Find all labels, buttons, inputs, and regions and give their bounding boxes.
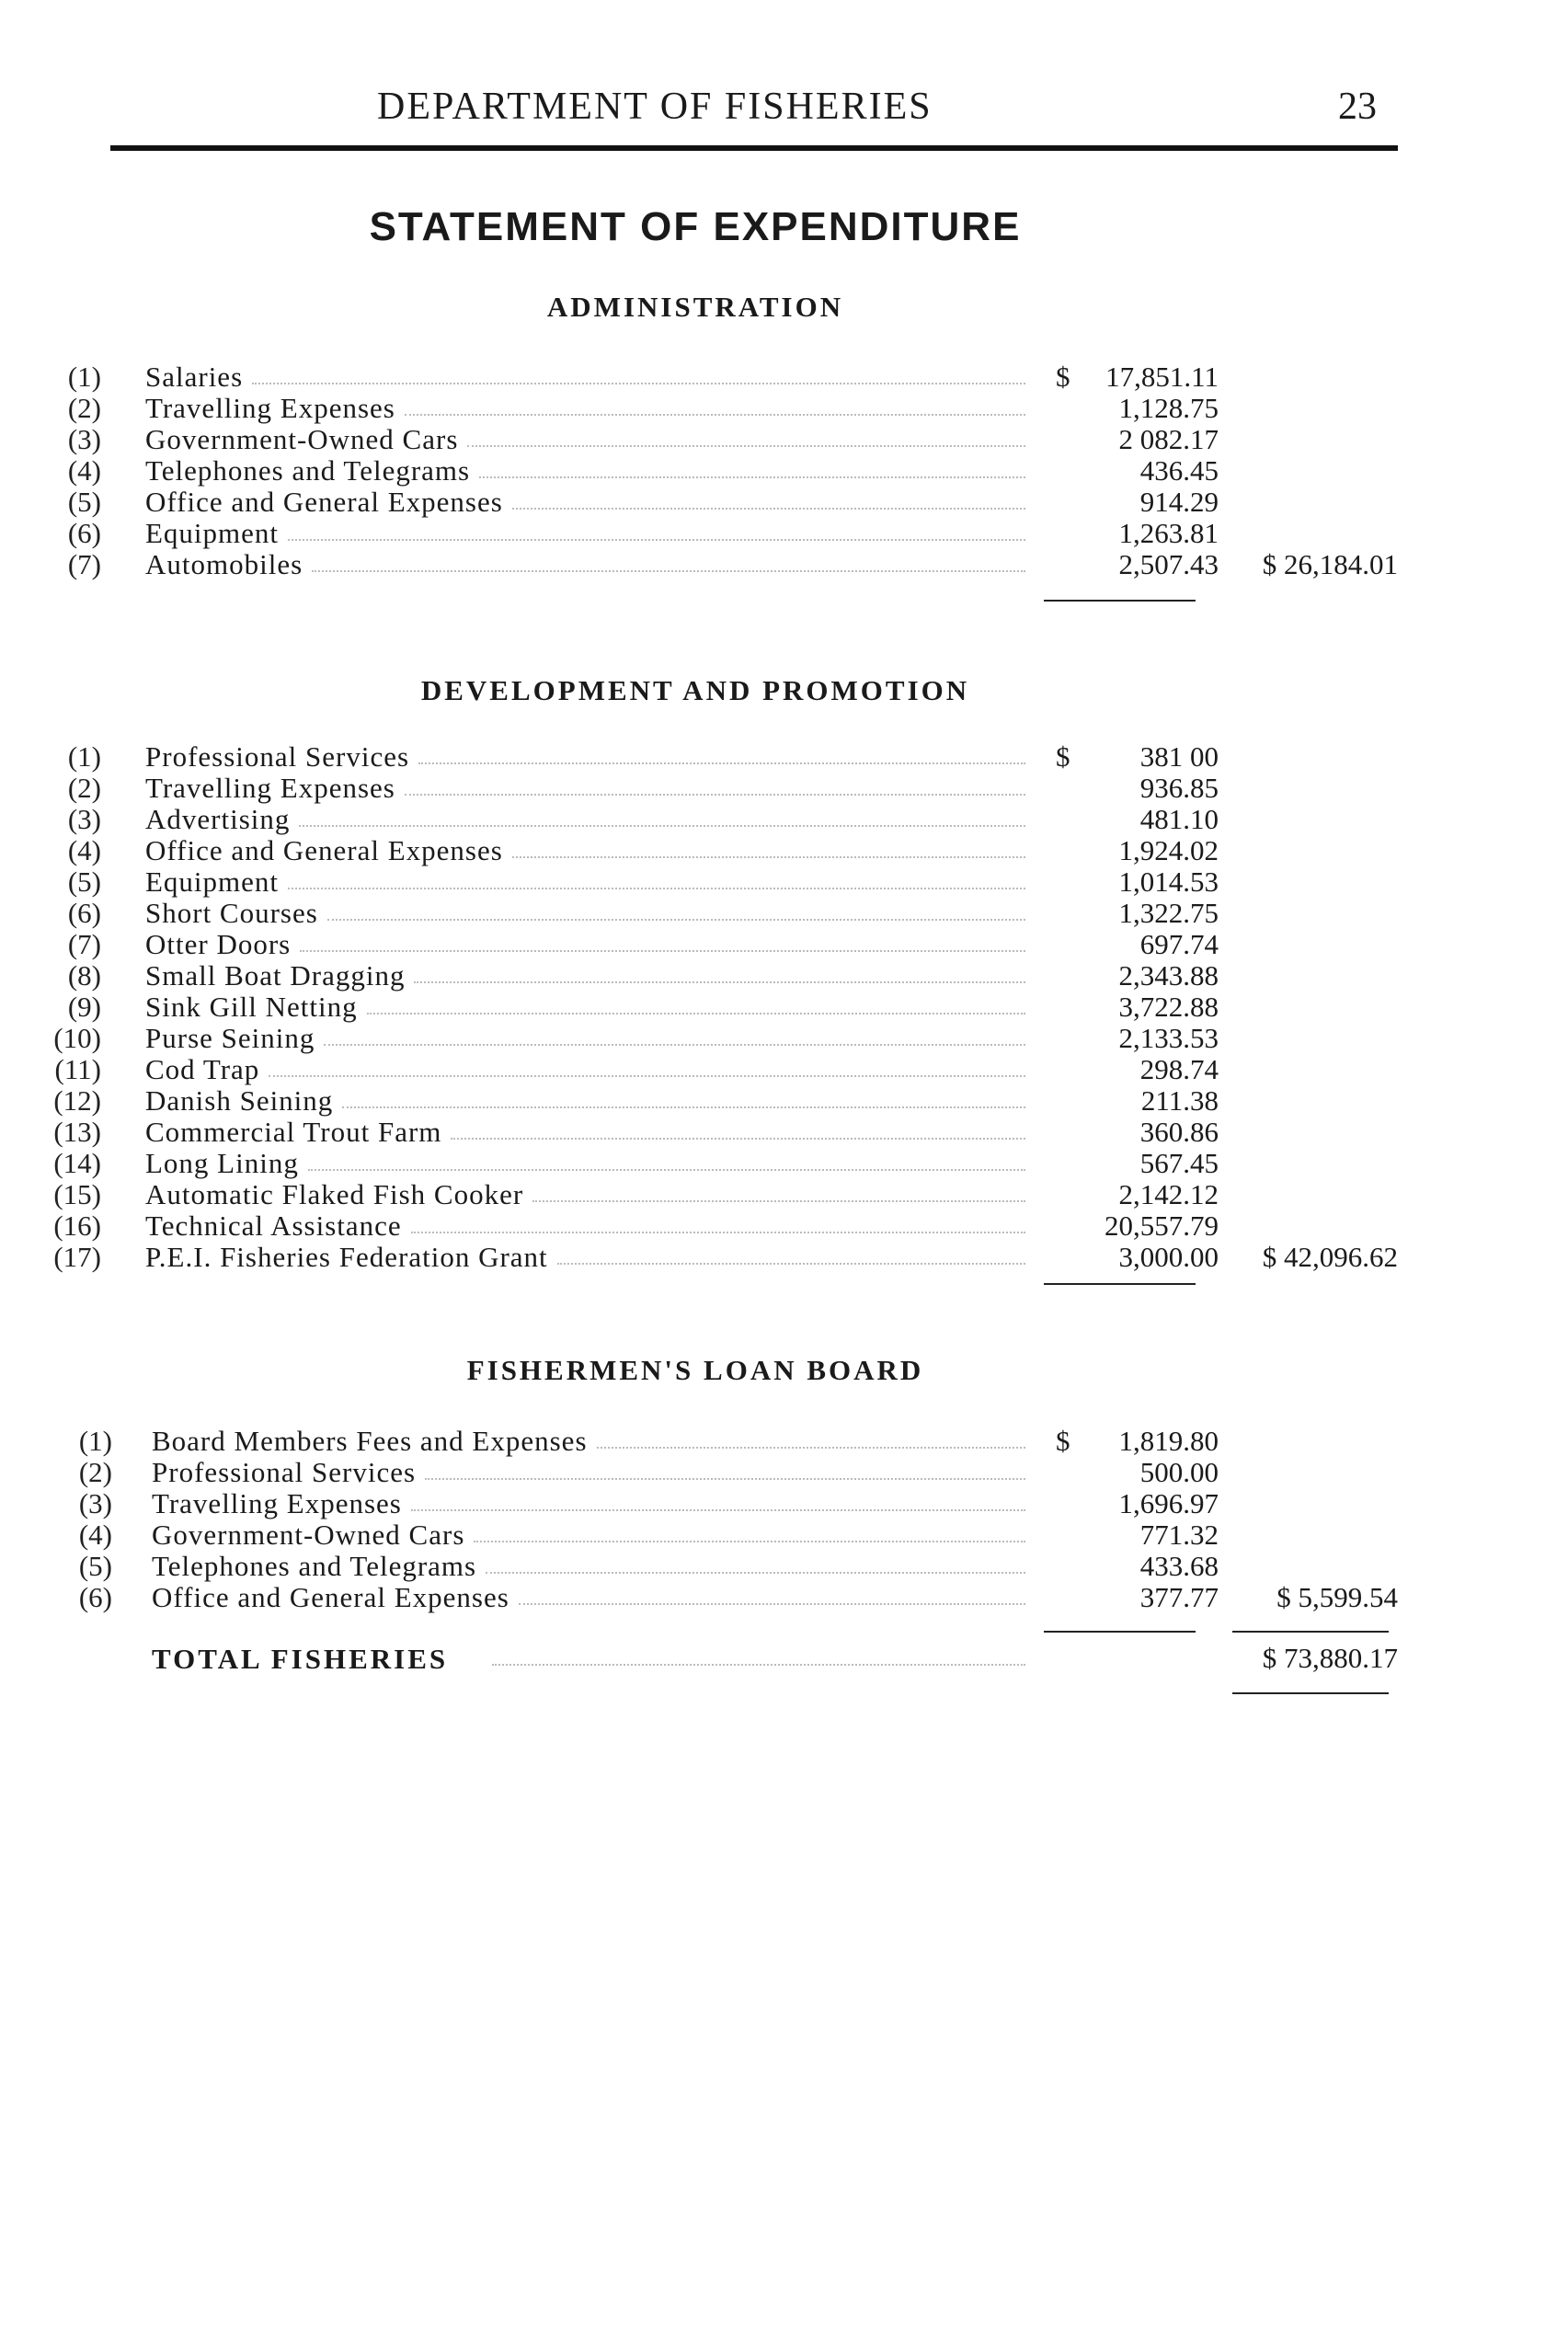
table-row [0,487,1568,518]
table-row [0,866,1568,898]
item-number: (3) [78,1487,112,1519]
leader-dots [557,1263,1025,1265]
item-number: (9) [67,991,101,1023]
item-label: Automobiles [145,548,303,580]
running-head: DEPARTMENT OF FISHERIES [377,86,933,128]
leader-dots [479,476,1025,478]
item-amount: 481.10 [1139,803,1219,835]
item-amount: 2,142.12 [1118,1178,1219,1210]
item-amount: 20,557.79 [1104,1209,1219,1242]
table-row [0,1488,1568,1519]
leader-dots [327,919,1025,921]
dollar-sign: $ [1056,740,1070,773]
item-amount: 1,263.81 [1118,517,1219,549]
item-label: Travelling Expenses [145,392,395,424]
item-label: Technical Assistance [145,1209,402,1242]
leader-dots [288,539,1025,541]
leader-dots [411,1232,1025,1233]
leader-dots [467,445,1025,447]
item-label: Long Lining [145,1147,299,1179]
leader-dots [269,1075,1025,1077]
table-row [0,1457,1568,1488]
item-amount: 211.38 [1140,1084,1219,1117]
item-label: Automatic Flaked Fish Cooker [145,1178,524,1210]
leader-dots [312,570,1025,572]
leader-dots [308,1169,1025,1171]
item-number: (14) [53,1147,101,1179]
item-label: Purse Seining [145,1022,315,1054]
table-row [0,1242,1568,1273]
item-number: (12) [53,1084,101,1117]
item-amount: 2,133.53 [1118,1022,1219,1054]
item-label: Otter Doors [145,928,292,960]
grand-total-rule [1232,1692,1389,1694]
item-number: (6) [78,1581,112,1613]
item-amount: 567.45 [1139,1147,1219,1179]
item-label: Equipment [145,865,280,898]
leader-dots [414,981,1025,983]
leader-dots [597,1447,1025,1449]
item-number: (1) [78,1425,112,1457]
item-label: Short Courses [145,897,318,929]
section-title-administration: ADMINISTRATION [546,291,844,323]
item-label: Sink Gill Netting [145,991,358,1023]
item-number: (10) [53,1022,101,1054]
page-header [0,85,1568,140]
leader-dots [512,508,1025,510]
section-total: $ 5,599.54 [1276,1581,1398,1613]
item-amount: 381 00 [1139,740,1219,773]
item-number: (5) [67,865,101,898]
table-row [0,1582,1568,1613]
item-number: (15) [53,1178,101,1210]
item-amount: 1,014.53 [1118,865,1219,898]
item-label: Cod Trap [145,1053,260,1085]
item-label: Travelling Expenses [152,1487,402,1519]
leader-dots [405,794,1025,796]
item-amount: 771.32 [1139,1519,1219,1551]
table-row [0,960,1568,992]
section-total: $ 26,184.01 [1262,548,1398,580]
dollar-sign: $ [1056,1425,1070,1457]
page-number: 23 [1338,86,1377,128]
table-row [0,455,1568,487]
table-row [0,835,1568,866]
item-label: Danish Seining [145,1084,334,1117]
leader-dots [342,1106,1025,1108]
leader-dots [288,888,1025,889]
leader-dots [425,1478,1025,1480]
leader-dots [252,383,1025,384]
item-label: Board Members Fees and Expenses [152,1425,588,1457]
leader-dots [532,1200,1025,1202]
item-amount: 914.29 [1139,486,1219,518]
item-label: Professional Services [152,1456,417,1488]
item-number: (1) [67,740,101,773]
item-number: (4) [67,834,101,866]
item-number: (3) [67,803,101,835]
header-rule [110,145,1398,151]
item-number: (7) [67,928,101,960]
item-label: Professional Services [145,740,410,773]
table-row [0,1023,1568,1054]
table-row [0,1551,1568,1582]
item-number: (13) [53,1116,101,1148]
table-row [0,773,1568,804]
leader-dots [486,1572,1025,1574]
item-label: Salaries [145,361,244,393]
table-row [0,929,1568,960]
item-label: Government-Owned Cars [145,423,459,455]
table-row [0,1426,1568,1457]
leader-dots [411,1509,1025,1511]
section-title-development: DEVELOPMENT AND PROMOTION [420,674,970,706]
leader-dots [492,1664,1025,1666]
item-label: Equipment [145,517,280,549]
item-amount: 377.77 [1139,1581,1219,1613]
leader-dots [451,1138,1025,1140]
section-total: $ 42,096.62 [1262,1241,1398,1273]
item-label: Office and General Expenses [145,834,503,866]
dev-subtotal-rule [1044,1283,1196,1285]
table-row [0,1054,1568,1085]
item-amount: 2 082.17 [1118,423,1219,455]
loan-total-rule [1232,1631,1389,1633]
table-row [0,424,1568,455]
item-number: (11) [54,1053,101,1085]
item-label: Advertising [145,803,291,835]
table-row [0,361,1568,393]
item-number: (4) [67,454,101,487]
item-label: Small Boat Dragging [145,959,406,992]
leader-dots [367,1013,1025,1015]
item-number: (6) [67,897,101,929]
item-number: (2) [67,392,101,424]
table-row [0,1519,1568,1551]
item-amount: 697.74 [1139,928,1219,960]
item-number: (5) [67,486,101,518]
item-number: (3) [67,423,101,455]
table-row [0,1085,1568,1117]
item-label: Telephones and Telegrams [152,1550,477,1582]
grand-total-label: TOTAL FISHERIES [152,1643,449,1675]
leader-dots [405,414,1025,416]
item-label: Office and General Expenses [145,486,503,518]
item-number: (17) [53,1241,101,1273]
item-label: P.E.I. Fisheries Federation Grant [145,1241,548,1273]
leader-dots [299,825,1025,827]
item-amount: 1,924.02 [1118,834,1219,866]
item-amount: 2,507.43 [1118,548,1219,580]
table-row [0,898,1568,929]
table-row [0,549,1568,580]
table-row [0,1117,1568,1148]
item-amount: 936.85 [1139,772,1219,804]
item-amount: 3,000.00 [1118,1241,1219,1273]
item-number: (1) [67,361,101,393]
item-label: Commercial Trout Farm [145,1116,442,1148]
leader-dots [418,762,1025,764]
table-row [0,1148,1568,1179]
item-amount: 1,322.75 [1118,897,1219,929]
grand-total-value: $ 73,880.17 [1262,1642,1398,1674]
item-amount: 298.74 [1139,1053,1219,1085]
table-row [0,804,1568,835]
item-amount: 436.45 [1139,454,1219,487]
item-label: Telephones and Telegrams [145,454,471,487]
loan-subtotal-rule [1044,1631,1196,1633]
table-row [0,741,1568,773]
leader-dots [474,1541,1025,1542]
grand-total-row [0,1643,1568,1674]
item-label: Office and General Expenses [152,1581,509,1613]
item-amount: 3,722.88 [1118,991,1219,1023]
leader-dots [324,1044,1025,1046]
item-number: (7) [67,548,101,580]
table-row [0,992,1568,1023]
item-amount: 1,696.97 [1118,1487,1219,1519]
statement-title: STATEMENT OF EXPENDITURE [369,204,1022,249]
item-amount: 360.86 [1139,1116,1219,1148]
item-number: (2) [78,1456,112,1488]
item-amount: 433.68 [1139,1550,1219,1582]
item-number: (8) [67,959,101,992]
item-amount: 1,128.75 [1118,392,1219,424]
table-row [0,518,1568,549]
leader-dots [519,1603,1025,1605]
dollar-sign: $ [1056,361,1070,393]
table-row [0,393,1568,424]
admin-subtotal-rule [1044,600,1196,602]
item-amount: 1,819.80 [1118,1425,1219,1457]
table-row [0,1179,1568,1210]
item-number: (5) [78,1550,112,1582]
item-number: (4) [78,1519,112,1551]
table-row [0,1210,1568,1242]
item-amount: 500.00 [1139,1456,1219,1488]
item-amount: 2,343.88 [1118,959,1219,992]
item-label: Travelling Expenses [145,772,395,804]
item-number: (2) [67,772,101,804]
leader-dots [300,950,1025,952]
section-title-loan-board: FISHERMEN'S LOAN BOARD [466,1354,924,1386]
item-number: (16) [53,1209,101,1242]
item-label: Government-Owned Cars [152,1519,465,1551]
item-number: (6) [67,517,101,549]
leader-dots [512,856,1025,858]
item-amount: 17,851.11 [1105,361,1219,393]
